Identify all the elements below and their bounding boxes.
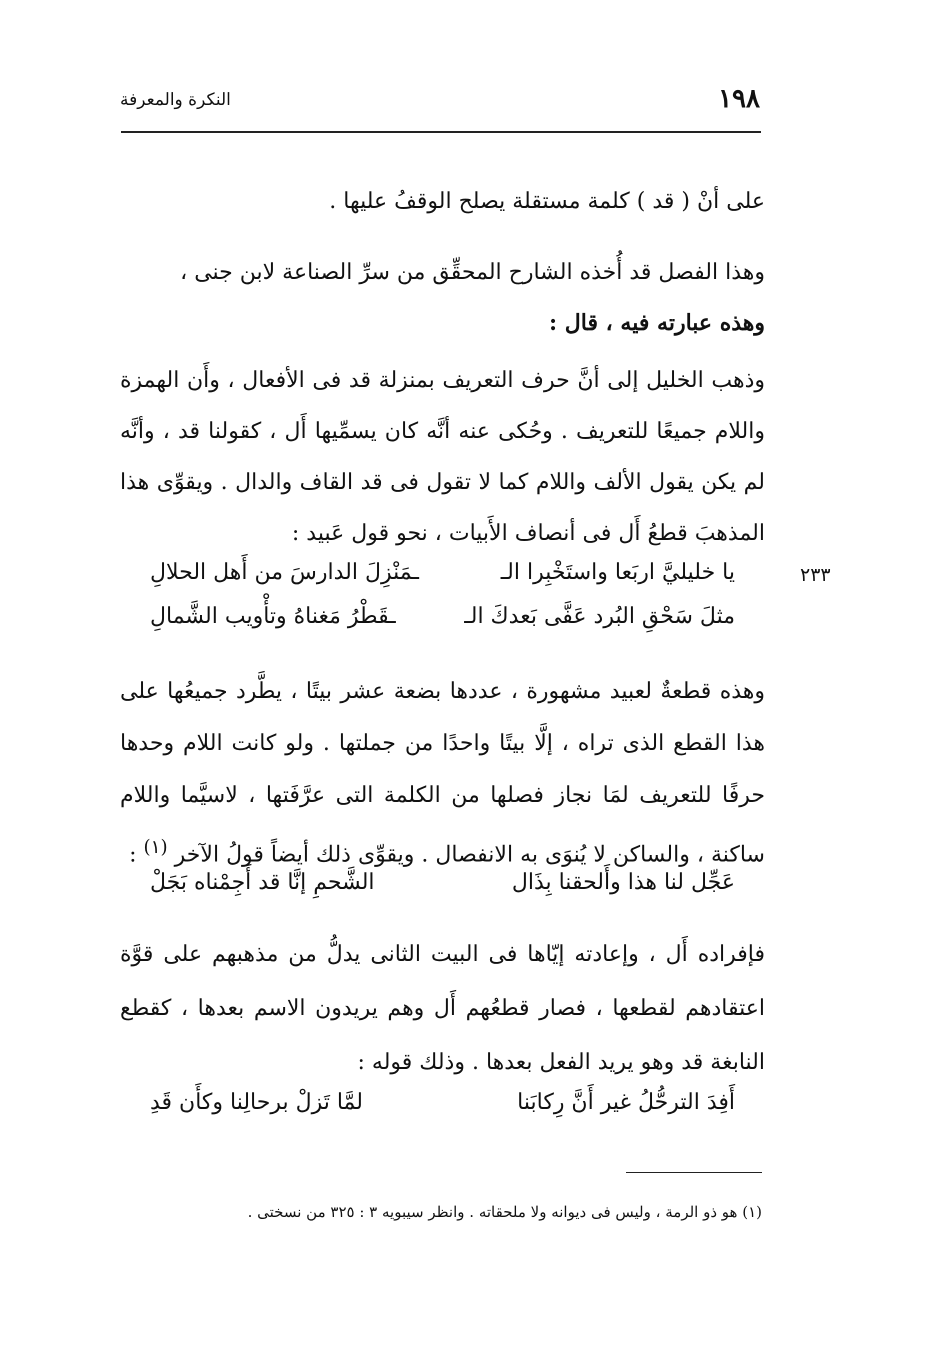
paragraph-3: وذهب الخليل إلى أنَّ حرف التعريف بمنزلة قد فى الأفعال ، وأَن الهمزة واللام جميعًا للتعريف . وحُكى عنه أنَّه كان يسمِّيها أَل ، كقولنا قد ، وأنَّه لم يكن يقول الألف واللام كما لا تقول فى قد القاف والدال . ويقوِّى هذا المذهبَ قطعُ أَل فى أنصاف الأَبيات ، نحو قول عَبيد : [120, 368, 765, 546]
page-number: ١٩٨ [718, 84, 760, 114]
verse-2-second-hemistich: ـقَطْرُ مَغناهُ وتأْويب الشَّمالِ [150, 604, 396, 629]
page-header [120, 84, 760, 114]
paragraph-2-line-2: وهذه عبارته فيه ، قال : [549, 310, 765, 336]
running-title: النكرة والمعرفة [120, 90, 231, 110]
verse-2-first-hemistich: مثلَ سَحْقِ البُرد عَفَّى بَعدكَ الـ [464, 604, 735, 629]
footnote: (١) هو ذو الرمة ، وليس فى ديوانه ولا ملحقاته . وانظر سيبويه ٣ : ٣٢٥ من نسختى . [247, 1203, 762, 1221]
verse-1-second-hemistich: ـمَنْزِلَ الدارسَ من أَهل الحلالِ [150, 560, 419, 585]
verse-1-first-hemistich: يا خليليَّ اربَعا واستَخْبِرا الـ [500, 560, 735, 585]
paragraph-5 [120, 666, 765, 881]
footnote-rule [626, 1172, 762, 1173]
verse-4-first-hemistich: أَفِدَ الترحُّلُ غير أَنَّ رِكابَنا [517, 1090, 735, 1115]
verse-3-first-hemistich: عَجِّل لنا هذا وأَلحقنا بِذَال [511, 870, 735, 895]
footnote-ref: (١) [143, 837, 168, 858]
paragraph-2 [120, 248, 765, 348]
paragraph-5-text: وهذه قطعةٌ لعبيد مشهورة ، عددها بضعة عشر بيتًا ، يطَّرد جميعُها على هذا القطع الذى تراه ، إلَّا بيتًا واحدًا من جملتها . ولو كانت اللام وحدها حرفًا للتعريف لمَا نجاز فصلها من الكلمة التى عرَّفَتها ، لاسيَّما واللام ساكنة ، والساكن لا يُنوَى به الانفصال . ويقوِّى ذلك أيضاً قولُ الآخر [120, 679, 765, 868]
verse-3-second-hemistich: الشَّحمِ إنَّا قد أَجِمْناه بَجَلْ [150, 870, 375, 895]
paragraph-7: فإفراده أَل ، وإعادته إيّاها فى البيت الثانى يدلُّ من مذهبهم على قوَّة اعتقادهم لقطعها ، فصار قطعُهم أَل وهم يريدون الاسم بعدها ، كقطع النابغة قد وهو يريد الفعل بعدها . وذلك قوله : [120, 942, 765, 1075]
verse-4-second-hemistich: لمَّا تَزلْ برحالِنا وكأَن قَدِ [150, 1090, 363, 1115]
verse-line-2 [150, 604, 735, 638]
paragraph-1: على أنْ ( قد ) كلمة مستقلة يصلح الوقفُ عليها . [329, 189, 765, 214]
paragraph-2-line-1: وهذا الفصل قد أُخذه الشارح المحقِّق من سرِّ الصناعة لابن جنى ، [180, 260, 765, 285]
verse-line-1 [150, 560, 735, 594]
verse-line-3 [150, 870, 735, 904]
verse-line-4 [150, 1090, 735, 1124]
header-rule [121, 131, 761, 133]
verse-number: ٢٣٣ [800, 564, 831, 586]
paragraph-5-end: : [129, 842, 144, 868]
